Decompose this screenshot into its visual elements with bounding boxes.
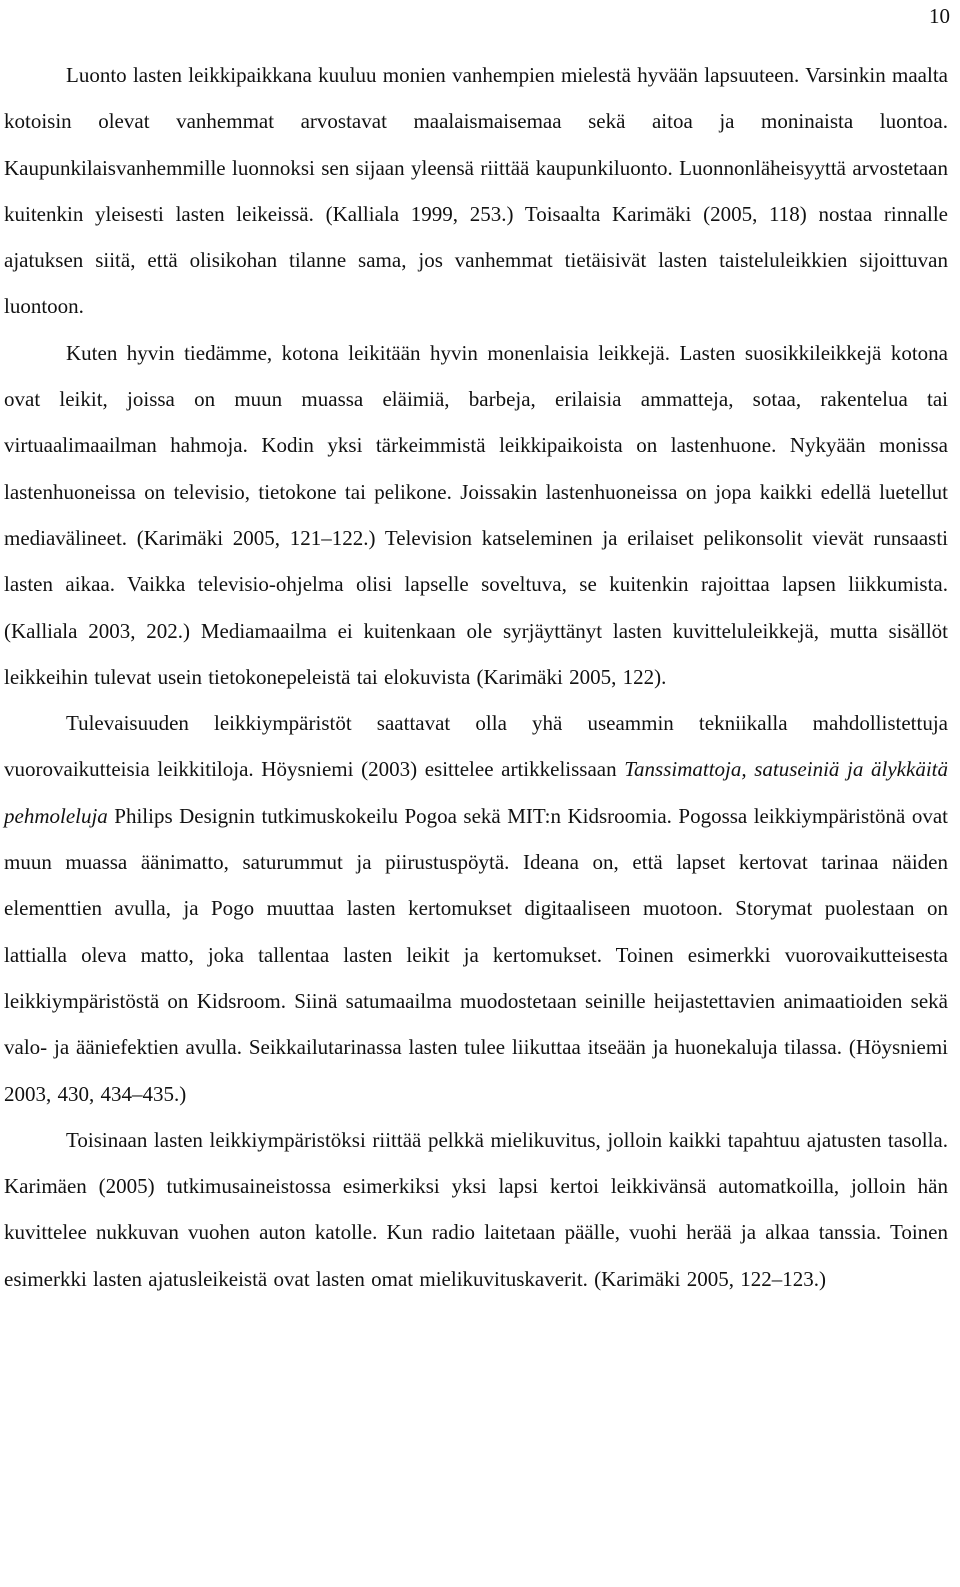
- paragraph-text-start: Tulevaisuuden leikkiympäristöt saattavat olla yhä useammin tekniikalla mahdollistettuja vuorovaikutteisia leikkitiloja. Höysniemi (2003) esittelee artikkelissaan: [4, 711, 948, 782]
- paragraph-home-play: Kuten hyvin tiedämme, kotona leikitään hyvin monenlaisia leikkejä. Lasten suosikkileikkejä kotona ovat leikit, joissa on muun muassa eläimiä, barbeja, erilaisia ammatteja, sotaa, rakentelua tai virtuaalimaailman hahmoja. Kodin yksi tärkeimmistä leikkipaikoista on lastenhuone. Nykyään monissa lastenhuoneissa on televisio, tietokone tai pelikone. Joissakin lastenhuoneissa on jopa kaikki edellä luetellut mediavälineet. (Karimäki 2005, 121–122.) Television katseleminen ja erilaiset pelikonsolit vievät runsaasti lasten aikaa. Vaikka televisio-ohjelma olisi lapselle soveltuva, se kuitenkin rajoittaa lapsen liikkumista. (Kalliala 2003, 202.) Mediamaailma ei kuitenkaan ole syrjäyttänyt lasten kuvitteluleikkejä, mutta sisällöt leikkeihin tulevat usein tietokonepeleistä tai elokuvista (Karimäki 2005, 122).: [4, 340, 948, 689]
- paragraph-imagination: Toisinaan lasten leikkiympäristöksi riittää pelkkä mielikuvitus, jolloin kaikki tapahtuu ajatusten tasolla. Karimäen (2005) tutkimusaineistossa esimerkiksi yksi lapsi kertoi leikkivänsä automatkoilla, jolloin hän kuvittelee nukkuvan vuohen auton katolle. Kun radio laitetaan päälle, vuohi herää ja alkaa tanssia. Toinen esimerkki lasten ajatusleikeistä ovat lasten omat mielikuvituskaverit. (Karimäki 2005, 122–123.): [4, 1127, 948, 1291]
- article-title: Tanssimattoja, satuseiniä ja älykkäitä pehmoleluja: [4, 757, 948, 828]
- paragraph-text-end: Philips Designin tutkimuskokeilu Pogoa sekä MIT:n Kidsroomia. Pogossa leikkiympäristönä ovat muun muassa äänimatto, saturummut ja piirustuspöytä. Ideana on, että lapset kertovat tarinaa näiden elementtien avulla, ja Pogo muuttaa lasten kertomukset digitaaliseen muotoon. Storymat puolestaan on lattialla oleva matto, joka tallentaa lasten leikit ja kertomukset. Toinen esimerkki vuorovaikutteisesta leikkiympäristöstä on Kidsroom. Siinä satumaailma muodostetaan seinille heijastettavien animaatioiden sekä valo- ja ääniefektien avulla. Seikkailutarinassa lasten tulee liikuttaa itseään ja huonekaluja tilassa. (Höysniemi 2003, 430, 434–435.): [4, 803, 948, 1106]
- page-number: 10: [929, 4, 950, 28]
- body-text: [4, 52, 948, 1302]
- paragraph-nature-play: Luonto lasten leikkipaikkana kuuluu monien vanhempien mielestä hyvään lapsuuteen. Varsinkin maalta kotoisin olevat vanhemmat arvostavat maalaismaisemaa sekä aitoa ja moninaista luontoa. Kaupunkilaisvanhemmille luonnoksi sen sijaan yleensä riittää kaupunkiluonto. Luonnonläheisyyttä arvostetaan kuitenkin yleisesti lasten leikeissä. (Kalliala 1999, 253.) Toisaalta Karimäki (2005, 118) nostaa rinnalle ajatuksen siitä, että olisikohan tilanne sama, jos vanhemmat tietäisivät lasten taisteluleikkien sijoittuvan luontoon.: [4, 63, 948, 319]
- paragraph-future-environments: [4, 700, 948, 1117]
